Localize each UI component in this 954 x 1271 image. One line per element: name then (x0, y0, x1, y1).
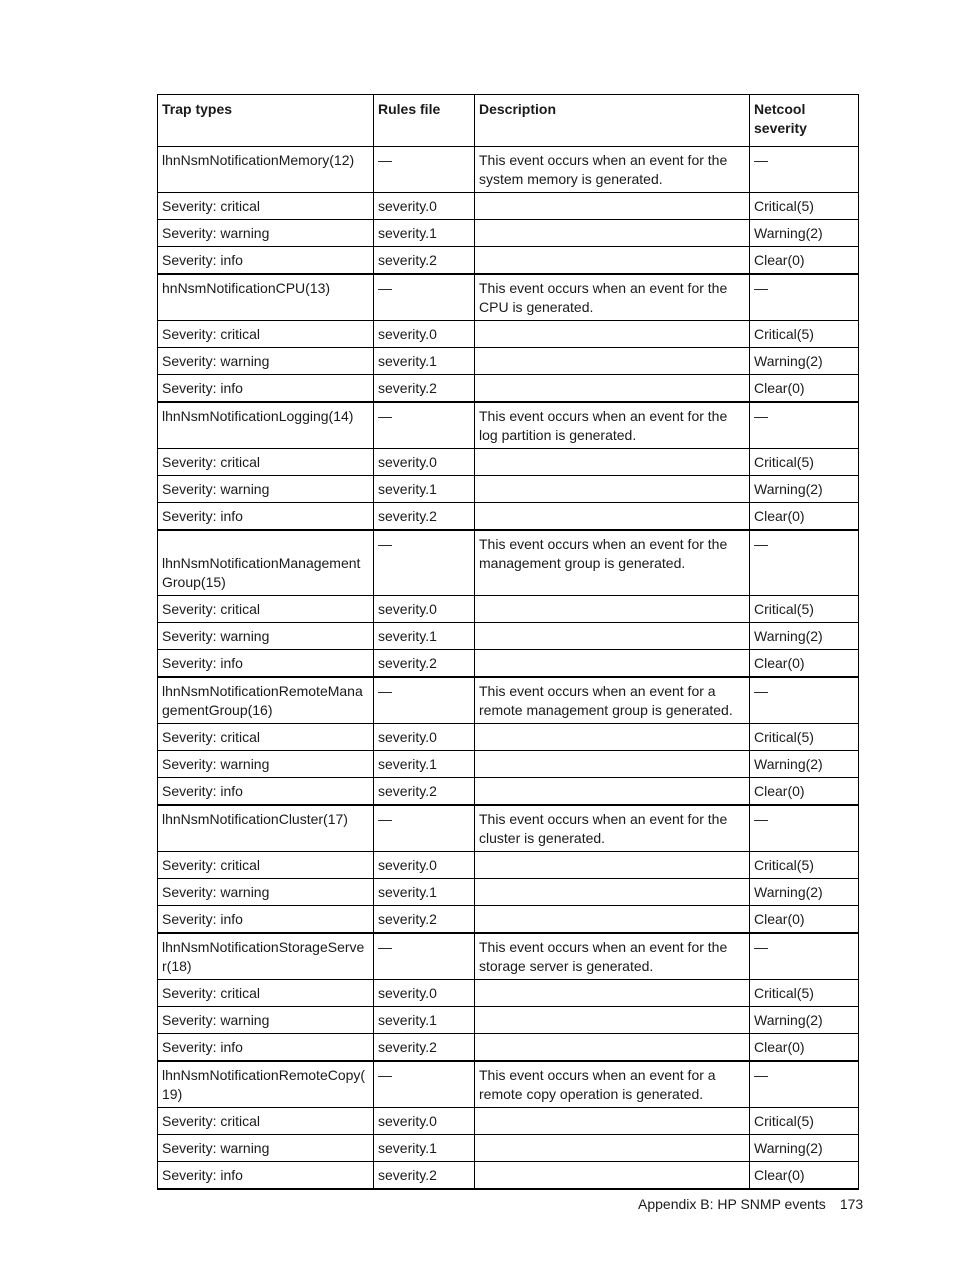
severity-row (158, 1162, 859, 1190)
description-cell: This event occurs when an event for the storage server is generated. (475, 933, 750, 980)
severity-type-cell: Severity: warning (158, 751, 374, 778)
severity-description-cell (475, 193, 750, 220)
netcool-severity-cell: — (750, 402, 859, 449)
severity-description-cell (475, 596, 750, 623)
severity-rules-cell: severity.0 (374, 193, 475, 220)
severity-row (158, 449, 859, 476)
severity-type-cell: Severity: critical (158, 449, 374, 476)
severity-description-cell (475, 778, 750, 806)
severity-netcool-cell: Clear(0) (750, 1034, 859, 1062)
severity-netcool-cell: Critical(5) (750, 980, 859, 1007)
severity-type-cell: Severity: critical (158, 321, 374, 348)
trap-row (158, 677, 859, 724)
severity-type-cell: Severity: info (158, 247, 374, 275)
severity-row (158, 980, 859, 1007)
severity-row (158, 503, 859, 531)
severity-type-cell: Severity: info (158, 375, 374, 403)
trap-type-cell: lhnNsmNotificationMemory(12) (158, 147, 374, 193)
severity-netcool-cell: Warning(2) (750, 476, 859, 503)
netcool-severity-cell: — (750, 274, 859, 321)
severity-row (158, 852, 859, 879)
page-number: 173 (839, 1196, 864, 1212)
severity-rules-cell: severity.1 (374, 751, 475, 778)
severity-rules-cell: severity.0 (374, 321, 475, 348)
severity-rules-cell: severity.2 (374, 375, 475, 403)
severity-rules-cell: severity.2 (374, 778, 475, 806)
severity-description-cell (475, 906, 750, 934)
rules-file-cell: — (374, 147, 475, 193)
severity-netcool-cell: Warning(2) (750, 879, 859, 906)
severity-netcool-cell: Warning(2) (750, 1007, 859, 1034)
severity-row (158, 1108, 859, 1135)
severity-rules-cell: severity.1 (374, 476, 475, 503)
severity-netcool-cell: Warning(2) (750, 1135, 859, 1162)
netcool-severity-cell: — (750, 147, 859, 193)
trap-row (158, 402, 859, 449)
table-body (158, 147, 859, 1190)
trap-type-cell: lhnNsmNotificationCluster(17) (158, 805, 374, 852)
severity-netcool-cell: Warning(2) (750, 348, 859, 375)
severity-type-cell: Severity: warning (158, 220, 374, 247)
severity-row (158, 650, 859, 678)
severity-description-cell (475, 449, 750, 476)
header-trap-types: Trap types (158, 95, 374, 147)
trap-row (158, 805, 859, 852)
severity-row (158, 1007, 859, 1034)
severity-row (158, 1135, 859, 1162)
trap-row (158, 1061, 859, 1108)
severity-netcool-cell: Clear(0) (750, 650, 859, 678)
severity-netcool-cell: Clear(0) (750, 247, 859, 275)
page-footer (638, 1196, 863, 1212)
severity-row (158, 751, 859, 778)
severity-rules-cell: severity.1 (374, 623, 475, 650)
severity-description-cell (475, 220, 750, 247)
rules-file-cell: — (374, 1061, 475, 1108)
footer-section-title: Appendix B: HP SNMP events (638, 1196, 826, 1212)
severity-type-cell: Severity: info (158, 778, 374, 806)
severity-netcool-cell: Clear(0) (750, 1162, 859, 1190)
severity-description-cell (475, 980, 750, 1007)
severity-description-cell (475, 1162, 750, 1190)
severity-netcool-cell: Warning(2) (750, 623, 859, 650)
severity-rules-cell: severity.0 (374, 449, 475, 476)
severity-netcool-cell: Clear(0) (750, 906, 859, 934)
description-cell: This event occurs when an event for the management group is generated. (475, 530, 750, 596)
trap-type-cell: lhnNsmNotificationStorageServe r(18) (158, 933, 374, 980)
severity-type-cell: Severity: info (158, 906, 374, 934)
severity-type-cell: Severity: warning (158, 476, 374, 503)
description-cell: This event occurs when an event for the CPU is generated. (475, 274, 750, 321)
trap-type-cell: lhnNsmNotificationRemoteMana gementGroup(16) (158, 677, 374, 724)
severity-description-cell (475, 348, 750, 375)
trap-type-cell: lhnNsmNotificationManagement Group(15) (158, 530, 374, 596)
severity-netcool-cell: Critical(5) (750, 193, 859, 220)
severity-rules-cell: severity.0 (374, 1108, 475, 1135)
severity-description-cell (475, 503, 750, 531)
severity-row (158, 375, 859, 403)
header-rules-file: Rules file (374, 95, 475, 147)
netcool-severity-cell: — (750, 933, 859, 980)
severity-rules-cell: severity.2 (374, 650, 475, 678)
severity-description-cell (475, 852, 750, 879)
severity-rules-cell: severity.0 (374, 596, 475, 623)
rules-file-cell: — (374, 530, 475, 596)
severity-type-cell: Severity: info (158, 650, 374, 678)
severity-description-cell (475, 1135, 750, 1162)
description-cell: This event occurs when an event for a remote management group is generated. (475, 677, 750, 724)
severity-netcool-cell: Critical(5) (750, 321, 859, 348)
netcool-severity-cell: — (750, 805, 859, 852)
header-netcool-severity: Netcool severity (750, 95, 859, 147)
severity-rules-cell: severity.1 (374, 220, 475, 247)
severity-description-cell (475, 751, 750, 778)
severity-type-cell: Severity: info (158, 1162, 374, 1190)
header-description: Description (475, 95, 750, 147)
rules-file-cell: — (374, 677, 475, 724)
snmp-trap-table-container (157, 94, 858, 1190)
severity-description-cell (475, 375, 750, 403)
severity-row (158, 879, 859, 906)
severity-netcool-cell: Critical(5) (750, 724, 859, 751)
severity-netcool-cell: Clear(0) (750, 375, 859, 403)
severity-row (158, 321, 859, 348)
description-cell: This event occurs when an event for the log partition is generated. (475, 402, 750, 449)
severity-row (158, 1034, 859, 1062)
severity-type-cell: Severity: warning (158, 348, 374, 375)
severity-description-cell (475, 650, 750, 678)
severity-type-cell: Severity: critical (158, 1108, 374, 1135)
severity-netcool-cell: Clear(0) (750, 778, 859, 806)
severity-row (158, 193, 859, 220)
severity-type-cell: Severity: warning (158, 623, 374, 650)
severity-rules-cell: severity.1 (374, 348, 475, 375)
severity-type-cell: Severity: warning (158, 879, 374, 906)
severity-type-cell: Severity: critical (158, 980, 374, 1007)
description-cell: This event occurs when an event for the cluster is generated. (475, 805, 750, 852)
severity-row (158, 220, 859, 247)
severity-netcool-cell: Critical(5) (750, 449, 859, 476)
trap-row (158, 274, 859, 321)
severity-type-cell: Severity: critical (158, 724, 374, 751)
severity-row (158, 623, 859, 650)
severity-rules-cell: severity.1 (374, 1007, 475, 1034)
trap-row (158, 147, 859, 193)
severity-description-cell (475, 321, 750, 348)
trap-row (158, 530, 859, 596)
snmp-trap-table (157, 94, 859, 1190)
severity-row (158, 247, 859, 275)
severity-rules-cell: severity.2 (374, 247, 475, 275)
severity-netcool-cell: Warning(2) (750, 751, 859, 778)
severity-type-cell: Severity: warning (158, 1135, 374, 1162)
severity-rules-cell: severity.2 (374, 906, 475, 934)
severity-netcool-cell: Warning(2) (750, 220, 859, 247)
severity-type-cell: Severity: warning (158, 1007, 374, 1034)
severity-rules-cell: severity.2 (374, 1034, 475, 1062)
trap-row (158, 933, 859, 980)
severity-type-cell: Severity: info (158, 503, 374, 531)
severity-type-cell: Severity: critical (158, 596, 374, 623)
rules-file-cell: — (374, 933, 475, 980)
trap-type-cell: lhnNsmNotificationRemoteCopy( 19) (158, 1061, 374, 1108)
severity-type-cell: Severity: info (158, 1034, 374, 1062)
severity-rules-cell: severity.0 (374, 980, 475, 1007)
netcool-severity-cell: — (750, 1061, 859, 1108)
rules-file-cell: — (374, 402, 475, 449)
severity-description-cell (475, 623, 750, 650)
trap-type-cell: hnNsmNotificationCPU(13) (158, 274, 374, 321)
severity-rules-cell: severity.0 (374, 724, 475, 751)
severity-rules-cell: severity.1 (374, 1135, 475, 1162)
severity-row (158, 778, 859, 806)
severity-rules-cell: severity.0 (374, 852, 475, 879)
severity-type-cell: Severity: critical (158, 852, 374, 879)
severity-row (158, 724, 859, 751)
severity-netcool-cell: Critical(5) (750, 596, 859, 623)
severity-rules-cell: severity.2 (374, 503, 475, 531)
severity-description-cell (475, 1108, 750, 1135)
severity-description-cell (475, 476, 750, 503)
severity-row (158, 348, 859, 375)
severity-rules-cell: severity.1 (374, 879, 475, 906)
severity-netcool-cell: Clear(0) (750, 503, 859, 531)
severity-row (158, 906, 859, 934)
rules-file-cell: — (374, 274, 475, 321)
trap-type-cell: lhnNsmNotificationLogging(14) (158, 402, 374, 449)
table-header-row (158, 95, 859, 147)
severity-row (158, 596, 859, 623)
severity-description-cell (475, 1007, 750, 1034)
description-cell: This event occurs when an event for a remote copy operation is generated. (475, 1061, 750, 1108)
severity-description-cell (475, 879, 750, 906)
severity-description-cell (475, 724, 750, 751)
netcool-severity-cell: — (750, 677, 859, 724)
severity-type-cell: Severity: critical (158, 193, 374, 220)
severity-description-cell (475, 1034, 750, 1062)
severity-netcool-cell: Critical(5) (750, 1108, 859, 1135)
severity-row (158, 476, 859, 503)
severity-rules-cell: severity.2 (374, 1162, 475, 1190)
netcool-severity-cell: — (750, 530, 859, 596)
severity-description-cell (475, 247, 750, 275)
rules-file-cell: — (374, 805, 475, 852)
severity-netcool-cell: Critical(5) (750, 852, 859, 879)
description-cell: This event occurs when an event for the system memory is generated. (475, 147, 750, 193)
